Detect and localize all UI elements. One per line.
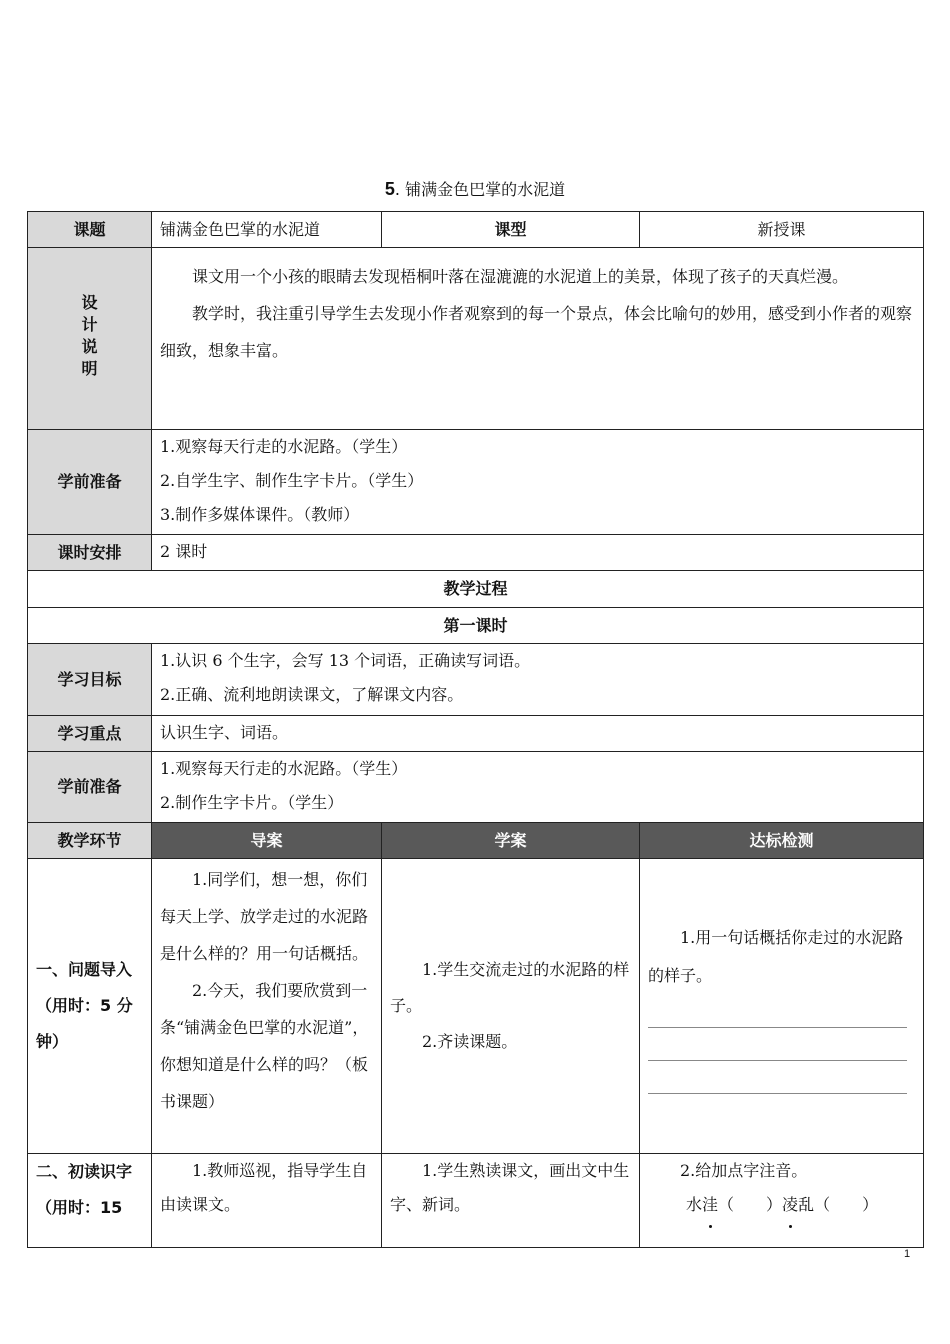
prep-label: 学前准备 <box>28 430 152 535</box>
prep-list <box>152 430 924 535</box>
goals-label: 学习目标 <box>28 644 152 716</box>
stage1-guide-1: 1.同学们，想一想，你们每天上学、放学走过的水泥路是什么样的？用一句话概括。 <box>160 870 369 963</box>
design-label: 设计说明 <box>28 248 152 430</box>
stage1-study-2: 2.齐读课题。 <box>422 1032 518 1051</box>
key-label: 学习重点 <box>28 716 152 752</box>
stage2-check <box>640 1154 924 1248</box>
answer-blank-2[interactable]: （ ） <box>814 1195 879 1214</box>
design-paragraph-1: 课文用一个小孩的眼睛去发现梧桐叶落在湿漉漉的水泥道上的美景，体现了孩子的天真烂漫。 <box>192 267 849 286</box>
goals-list <box>152 644 924 716</box>
stage1-study-1: 1.学生交流走过的水泥路的样子。 <box>390 960 630 1015</box>
lesson-title: . 铺满金色巴掌的水泥道 <box>394 180 566 199</box>
lesson1-heading: 第一课时 <box>28 608 924 644</box>
prep2-list <box>152 752 924 823</box>
dotted-char-1: 洼 <box>702 1188 718 1222</box>
lesson-plan-table <box>27 211 924 1248</box>
lesson-number: 5 <box>384 179 395 199</box>
goal-item-1: 1.认识 6 个生字，会写 13 个词语，正确读写词语。 <box>160 651 531 670</box>
type-value: 新授课 <box>640 212 924 248</box>
topic-label: 课题 <box>28 212 152 248</box>
prep2-item-2: 2.制作生字卡片。（学生） <box>160 793 344 812</box>
prep-item-2: 2.自学生字、制作生字卡片。（学生） <box>160 471 424 490</box>
answer-line-3[interactable] <box>648 1061 907 1094</box>
dotted-char-2: 凌 <box>782 1188 798 1222</box>
answer-blank-1[interactable]: （ ） <box>718 1195 783 1214</box>
column-guide: 导案 <box>152 823 382 859</box>
pinyin-exercise: 水洼（ ）凌乱（ ） <box>648 1188 915 1222</box>
prep2-item-1: 1.观察每天行走的水泥路。（学生） <box>160 759 408 778</box>
design-paragraph-2: 教学时，我注重引导学生去发现小作者观察到的每一个景点，体会比喻句的妙用，感受到小作者的观察细致，想象丰富。 <box>160 304 913 360</box>
answer-line-2[interactable] <box>648 1028 907 1061</box>
prep2-label: 学前准备 <box>28 752 152 823</box>
process-heading: 教学过程 <box>28 571 924 608</box>
stage2-label: 二、初读识字（用时：15 <box>28 1154 152 1248</box>
page-number: 1 <box>904 1248 911 1260</box>
answer-line-1[interactable] <box>648 995 907 1028</box>
schedule-label: 课时安排 <box>28 535 152 571</box>
schedule-value: 2 课时 <box>152 535 924 571</box>
stage1-guide <box>152 859 382 1154</box>
document-title <box>0 177 950 200</box>
type-label: 课型 <box>382 212 640 248</box>
stage2-check-title: 2.给加点字注音。 <box>680 1161 808 1180</box>
key-value: 认识生字、词语。 <box>152 716 924 752</box>
column-study: 学案 <box>382 823 640 859</box>
stage1-check <box>640 859 924 1154</box>
column-stage: 教学环节 <box>28 823 152 859</box>
column-check: 达标检测 <box>640 823 924 859</box>
stage1-check-question: 1.用一句话概括你走过的水泥路的样子。 <box>648 927 904 985</box>
stage2-guide: 1.教师巡视，指导学生自由读课文。 <box>152 1154 382 1248</box>
stage1-label: 一、问题导入（用时：5 分钟） <box>28 859 152 1154</box>
design-description <box>152 248 924 430</box>
topic-value: 铺满金色巴掌的水泥道 <box>152 212 382 248</box>
stage1-study <box>382 859 640 1154</box>
prep-item-1: 1.观察每天行走的水泥路。（学生） <box>160 437 408 456</box>
stage1-guide-2: 2.今天，我们要欣赏到一条“铺满金色巴掌的水泥道”，你想知道是什么样的吗？（板书课题） <box>160 981 369 1111</box>
prep-item-3: 3.制作多媒体课件。（教师） <box>160 505 360 524</box>
stage2-study: 1.学生熟读课文，画出文中生字、新词。 <box>382 1154 640 1248</box>
goal-item-2: 2.正确、流利地朗读课文，了解课文内容。 <box>160 685 464 704</box>
